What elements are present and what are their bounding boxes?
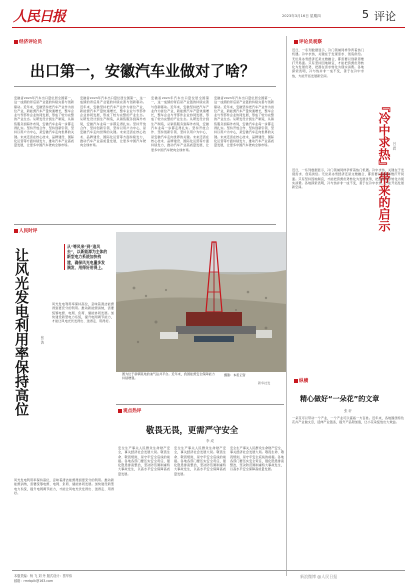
sub-section-text: 纵横: [299, 379, 309, 384]
lead-headline: 出口第一，安徽汽车业做对了啥？: [30, 62, 256, 80]
section-marker-icon: [294, 40, 298, 44]
section-marker-icon: [118, 409, 122, 413]
page-number: 5: [362, 8, 369, 21]
right-title: 『冷中求热』带来的启示: [377, 100, 391, 232]
right-section-label: [294, 39, 322, 45]
masthead: [0, 0, 414, 34]
bottom-section-text: 观点热评: [123, 409, 142, 414]
left-author: 张 波: [40, 336, 44, 344]
bottom-author: 李 成: [206, 439, 214, 443]
footer-watermark: 新浪微博 @人民日报: [300, 574, 338, 579]
section-marker-icon: [14, 229, 18, 233]
footer-line-1: 本版责编：杨 飞 刘 丹 版式设计：蔡华伟: [14, 574, 73, 578]
lead-body-col3: 安徽省2023年汽车出口量位居全国第一，这一成绩的背后是产业链的持续完善与创新驱动。近年来，安徽坚持把汽车产业作为首位产业，新能源汽车产量快速增长，整车企业与零部件企业协同发展，形成了较为完整的产业生态。从研发设计到生产制造，从销售服务到海外布局，安徽汽车业每一步都走得扎实。坚持开放合作、坚持创新引领、坚持以用户为中心，是安徽汽车走向世界的关键。未来还需在核心技术、品牌建设、国际化运营等方面持续发力，推动汽车产业高质量发展，让更多中国汽车驶向全球市场。: [151, 96, 209, 152]
footer-rule: [12, 570, 405, 571]
left-pull-quote: 从“等风来”到“追风去”，以新能源为主体的新型电力系统加快构建，确保风光电量多发满发、用得好用得上。: [64, 244, 108, 270]
sub-author: 张 轩: [344, 409, 352, 413]
left-body: 风光发电利用率保持高位，意味着清洁能源得到更充分的利用。推动新能源消纳，需要统筹电源、电网、负荷、储能协同发展。加快建设新型电力系统，提升电网调节能力，才能让风电光伏发得出、送得走、用得好。: [52, 302, 114, 324]
lead-divider: [14, 86, 276, 87]
section-marker-icon: [294, 379, 298, 383]
sub-title: 精心做好“一朵花”的文章: [300, 395, 380, 403]
sub-section-label: [294, 378, 308, 384]
left-section-text: 人民时评: [19, 229, 38, 234]
right-body-2: 近日，一系列数据显示，冷门领域同样孕育着热门机遇。冷中求热，关键在于发现需求、创造供给。无论是冰雪经济还是文旅融合，都需要以创新思维打开局面。只有坚持因地制宜，才能把资源优势转化为发展优势，把潜在需求转化为现实消费。各地探索表明，冷与热并非一成不变，善于在冷中求热，方能开拓发展新空间。: [292, 168, 404, 190]
photo-credit: 新华社发: [258, 381, 271, 385]
column-divider: [286, 36, 287, 576]
left-top-divider: [14, 224, 276, 225]
masthead-rule: [12, 27, 405, 28]
left-title: 让风光发电利用率保持高位: [13, 248, 29, 416]
photo-caption: 图为位于新疆某地的油气钻井平台。近年来，我国能源安全保障能力持续增强。: [122, 372, 215, 381]
drilling-rig-illustration: [116, 232, 286, 372]
lead-section-label: [14, 39, 42, 45]
sub-body: 一朵花可以带动一个产业，一个产业可以富裕一方百姓。近年来，各地围绕特色花卉产业做文章，延伸产业链条，提升产品附加值，让小花朵绽放出大效益。: [292, 416, 404, 425]
lead-body-col1: 安徽省2023年汽车出口量位居全国第一，这一成绩的背后是产业链的持续完善与创新驱动。近年来，安徽坚持把汽车产业作为首位产业，新能源汽车产量快速增长，整车企业与零部件企业协同发展，形成了较为完整的产业生态。从研发设计到生产制造，从销售服务到海外布局，安徽汽车业每一步都走得扎实。坚持开放合作、坚持创新引领、坚持以用户为中心，是安徽汽车走向世界的关键。未来还需在核心技术、品牌建设、国际化运营等方面持续发力，推动汽车产业高质量发展，让更多中国汽车驶向全球市场。: [14, 96, 74, 148]
left-section-label: [14, 228, 37, 234]
lead-section-text: 经济评论员: [19, 40, 42, 45]
right-author: 吕 碧: [392, 142, 396, 150]
bottom-body-col2: 安全生产事关人民群众生命财产安全，事关经济社会发展大局。敬畏生命、敬畏规则，是守牢安全底线的前提。各地各部门要压实安全责任，强化隐患排查整治，坚决防范遏制重特大事故发生，以高水平安全保障高质量发展。: [174, 446, 226, 476]
bottom-body-col1: 安全生产事关人民群众生命财产安全，事关经济社会发展大局。敬畏生命、敬畏规则，是守牢安全底线的前提。各地各部门要压实安全责任，强化隐患排查整治，坚决防范遏制重特大事故发生，以高水平安全保障高质量发展。: [118, 446, 170, 476]
bottom-section-label: [118, 408, 141, 414]
lead-body-col4: 安徽省2023年汽车出口量位居全国第一，这一成绩的背后是产业链的持续完善与创新驱动。近年来，安徽坚持把汽车产业作为首位产业，新能源汽车产量快速增长，整车企业与零部件企业协同发展，形成了较为完整的产业生态。从研发设计到生产制造，从销售服务到海外布局，安徽汽车业每一步都走得扎实。坚持开放合作、坚持创新引领、坚持以用户为中心，是安徽汽车走向世界的关键。未来还需在核心技术、品牌建设、国际化运营等方面持续发力，推动汽车产业高质量发展，让更多中国汽车驶向全球市场。: [214, 96, 274, 148]
left-body-wide: 风光发电利用率保持高位，意味着清洁能源得到更充分的利用。推动新能源消纳，需要统筹电源、电网、负荷、储能协同发展。加快建设新型电力系统，提升电网调节能力，才能让风电光伏发得出、送得走、用得好。: [14, 478, 114, 495]
page-name: 评论: [374, 10, 396, 23]
bottom-divider: [116, 404, 284, 405]
masthead-logo: 人民日报: [13, 9, 65, 25]
photo-side-note: 摄影：本报记者: [224, 373, 246, 377]
bottom-headline: 敬畏无畏，更需严守安全: [146, 425, 239, 435]
footer-line-2: 邮箱：rmrbplk@163.com: [14, 579, 54, 583]
bottom-body-col3: 安全生产事关人民群众生命财产安全，事关经济社会发展大局。敬畏生命、敬畏规则，是守牢安全底线的前提。各地各部门要压实安全责任，强化隐患排查整治，坚决防范遏制重特大事故发生，以高水平安全保障高质量发展。: [230, 446, 284, 472]
right-section-text: 评论员观察: [299, 40, 322, 45]
news-photo: [116, 232, 286, 372]
masthead-date: 2023年3月16日 星期四: [282, 14, 321, 18]
section-marker-icon: [14, 40, 18, 44]
right-body: 近日，一系列数据显示，冷门领域同样孕育着热门机遇。冷中求热，关键在于发现需求、创造供给。无论是冰雪经济还是文旅融合，都需要以创新思维打开局面。只有坚持因地制宜，才能把资源优势转化为发展优势，把潜在需求转化为现实消费。各地探索表明，冷与热并非一成不变，善于在冷中求热，方能开拓发展新空间。: [292, 48, 364, 78]
lead-body-col2: 安徽省2023年汽车出口量位居全国第一，这一成绩的背后是产业链的持续完善与创新驱动。近年来，安徽坚持把汽车产业作为首位产业，新能源汽车产量快速增长，整车企业与零部件企业协同发展，形成了较为完整的产业生态。从研发设计到生产制造，从销售服务到海外布局，安徽汽车业每一步都走得扎实。坚持开放合作、坚持创新引领、坚持以用户为中心，是安徽汽车走向世界的关键。未来还需在核心技术、品牌建设、国际化运营等方面持续发力，推动汽车产业高质量发展，让更多中国汽车驶向全球市场。: [80, 96, 146, 148]
